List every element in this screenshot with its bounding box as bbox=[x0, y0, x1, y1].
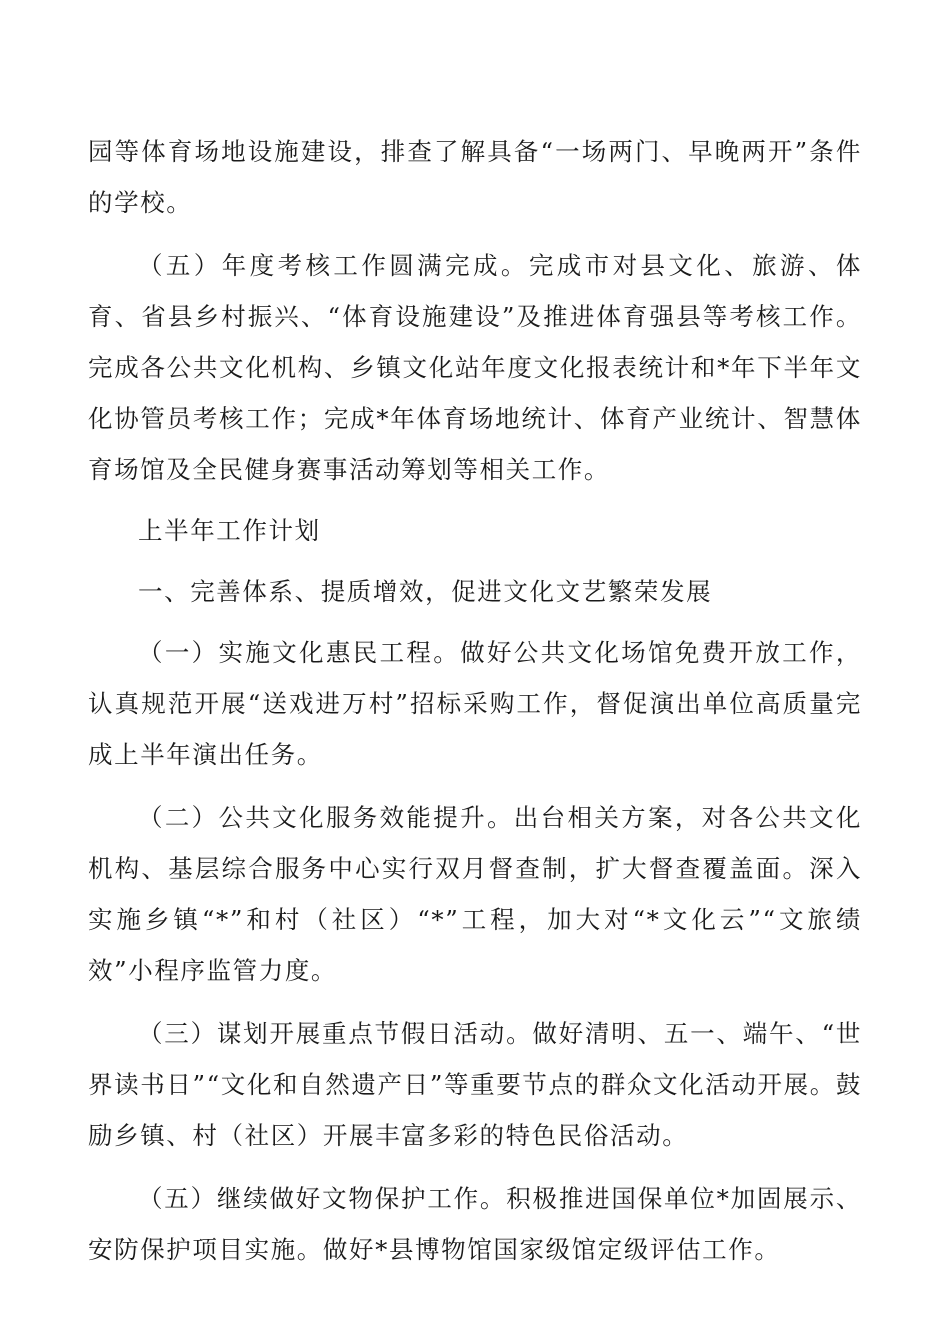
section-heading-one: 一、完善体系、提质增效，促进文化文艺繁荣发展 bbox=[138, 577, 713, 606]
paragraph-continuation: 园等体育场地设施建设，排查了解具备“一场两门、早晚两开”条件的学校。 bbox=[88, 137, 862, 217]
section-heading-plan: 上半年工作计划 bbox=[138, 516, 321, 545]
paragraph-annual-assessment: （五）年度考核工作圆满完成。完成市对县文化、旅游、体育、省县乡村振兴、“体育设施建设”及推进体育强县等考核工作。完成各公共文化机构、乡镇文化站年度文化报表统计和*年下半年文化协管员考核工作；完成*年体育场地统计、体育产业统计、智慧体育场馆及全民健身赛事活动筹划等相关工作。 bbox=[88, 251, 862, 484]
paragraph-item-2: （二）公共文化服务效能提升。出台相关方案，对各公共文化机构、基层综合服务中心实行双月督查制，扩大督查覆盖面。深入实施乡镇“*”和村（社区）“*”工程，加大对“*文化云”“文旅绩效”小程序监管力度。 bbox=[88, 803, 862, 985]
document-body bbox=[88, 126, 862, 1275]
paragraph-item-5: （五）继续做好文物保护工作。积极推进国保单位*加固展示、安防保护项目实施。做好*县博物馆国家级馆定级评估工作。 bbox=[88, 1184, 862, 1264]
paragraph-item-1: （一）实施文化惠民工程。做好公共文化场馆免费开放工作，认真规范开展“送戏进万村”招标采购工作，督促演出单位高质量完成上半年演出任务。 bbox=[88, 638, 862, 769]
paragraph-item-3: （三）谋划开展重点节假日活动。做好清明、五一、端午、“世界读书日”“文化和自然遗产日”等重要节点的群众文化活动开展。鼓励乡镇、村（社区）开展丰富多彩的特色民俗活动。 bbox=[88, 1019, 862, 1150]
